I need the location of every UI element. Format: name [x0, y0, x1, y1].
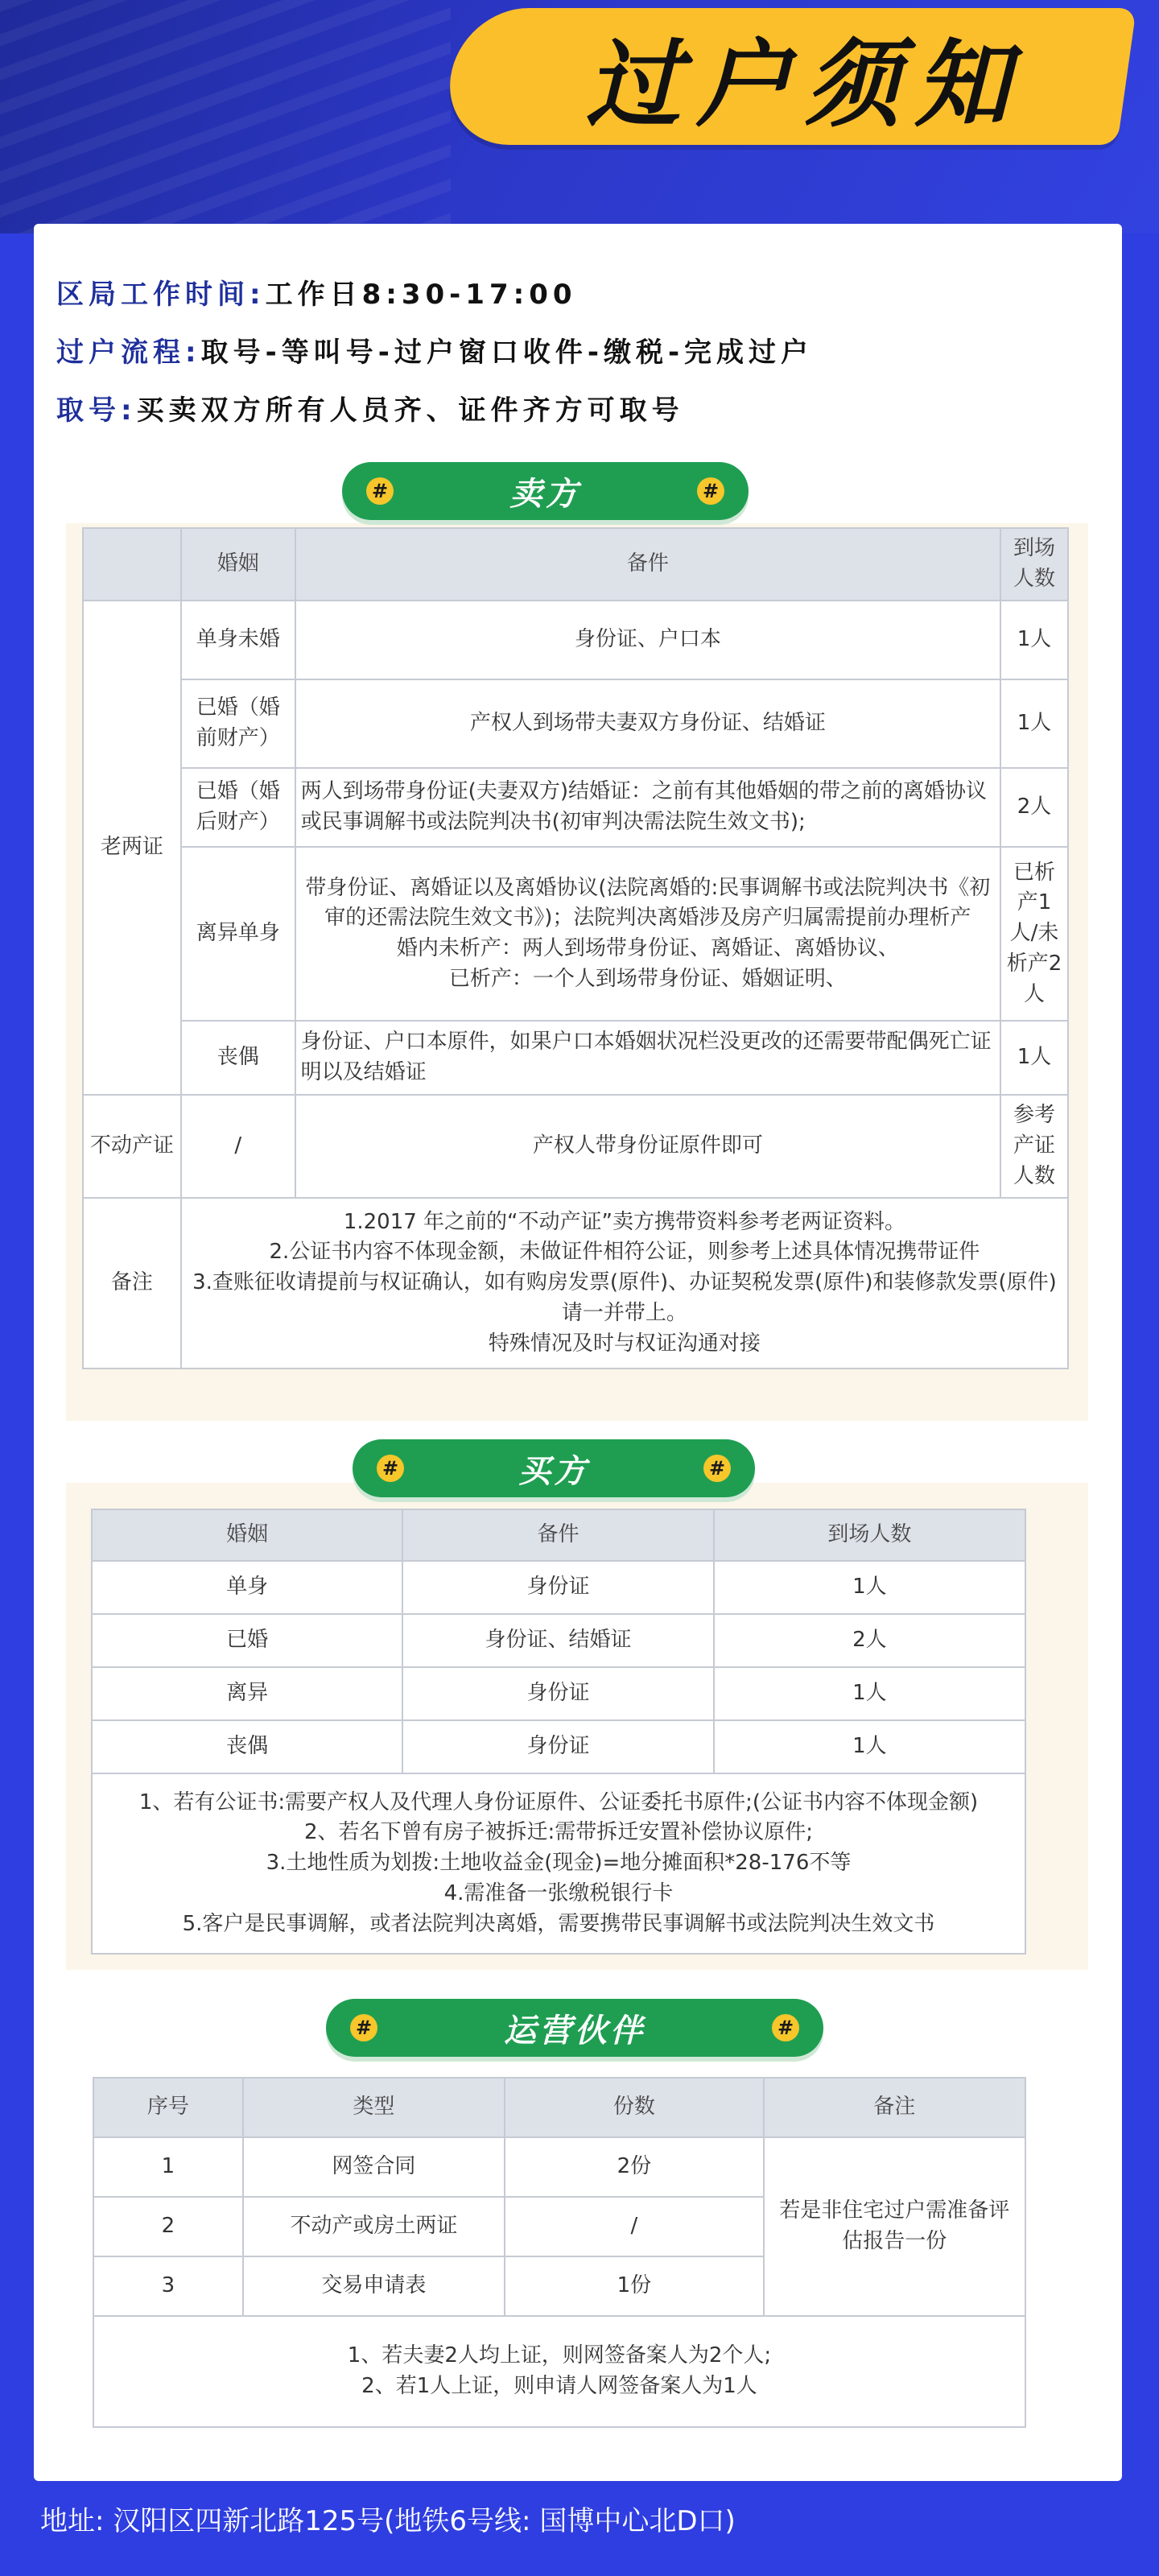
seller-row-marriage: 丧偶	[181, 1021, 295, 1095]
seller-pill-label: 卖方	[509, 475, 581, 513]
ticket-label: 取号:	[56, 394, 137, 427]
seller-row-docs: 产权人到场带夫妻双方身份证、结婚证	[295, 679, 1000, 768]
seller-col-marriage: 婚姻	[181, 528, 295, 601]
seller-row-marriage: 单身未婚	[181, 601, 295, 679]
process-label: 过户流程:	[56, 336, 201, 369]
note-line: 1、若有公证书:需要产权人及代理人身份证原件、公证委托书原件;(公证书内容不体现金额)	[138, 1790, 979, 1814]
seller-row-attend: 2人	[1000, 768, 1068, 847]
buyer-row-marriage: 离异	[92, 1667, 402, 1720]
seller-row-docs: 两人到场带身份证(夫妻双方)结婚证：之前有其他婚姻的带之前的离婚协议或民事调解书或法院判决书(初审判决需法院生效文书);	[295, 768, 1000, 847]
buyer-table	[91, 1509, 1026, 1955]
seller-row-marriage: 已婚（婚后财产）	[181, 768, 295, 847]
seller-row-attend: 已析产1人/未析产2人	[1000, 847, 1068, 1021]
partner-notes	[93, 2316, 1025, 2427]
ticket-value: 买卖双方所有人员齐、证件齐方可取号	[136, 394, 684, 427]
note-line: 3.土地性质为划拨:土地收益金(现金)=地分摊面积*28-176不等	[266, 1851, 852, 1876]
work-hours-line	[56, 272, 577, 312]
remark-line: 3.查账征收请提前与权证确认，如有购房发票(原件)、办证契税发票(原件)和装修款发票(原件)请一并带上。	[192, 1270, 1057, 1325]
buyer-notes	[92, 1773, 1025, 1954]
footer-address: 地址: 汉阳区四新北路125号(地铁6号线: 国博中心北D口)	[40, 2505, 736, 2537]
seller-table	[82, 527, 1069, 1369]
header-photo-texture	[0, 0, 451, 233]
seller-row-marriage: 离异单身	[181, 847, 295, 1021]
partner-row-no: 2	[93, 2197, 243, 2256]
buyer-row-attend: 1人	[714, 1561, 1025, 1614]
buyer-row-marriage: 单身	[92, 1561, 402, 1614]
process-value: 取号-等叫号-过户窗口收件-缴税-完成过户	[200, 336, 814, 369]
partner-pill-label: 运营伙伴	[504, 2012, 645, 2050]
remark-line: 2.公证书内容不体现金额，未做证件相符公证，则参考上述具体情况携带证件	[269, 1240, 980, 1265]
seller-pill	[342, 462, 749, 520]
seller-row-attend: 1人	[1000, 601, 1068, 679]
partner-row-type: 不动产或房土两证	[243, 2197, 505, 2256]
buyer-row-docs: 身份证	[402, 1720, 713, 1773]
partner-row-no: 3	[93, 2256, 243, 2316]
hash-icon: #	[697, 477, 724, 505]
seller-remarks-label: 备注	[83, 1198, 181, 1368]
seller-group-old-certs: 老两证	[83, 601, 181, 1095]
partner-row-type: 交易申请表	[243, 2256, 505, 2316]
partner-row-type: 网签合同	[243, 2137, 505, 2197]
seller-row-docs	[295, 847, 1000, 1021]
note-line: 4.需准备一张缴税银行卡	[443, 1880, 674, 1905]
buyer-row-attend: 1人	[714, 1667, 1025, 1720]
seller-row-docs: 身份证、户口本原件，如果户口本婚姻状况栏没更改的还需要带配偶死亡证明以及结婚证	[295, 1021, 1000, 1095]
note-line: 1、若夫妻2人均上证，则网签备案人为2个人;	[347, 2343, 772, 2368]
seller-remarks	[181, 1198, 1068, 1368]
hash-icon: #	[366, 477, 394, 505]
divorce-docs-line: 已析产：一个人到场带身份证、婚姻证明、	[448, 966, 847, 991]
note-line: 5.客户是民事调解，或者法院判决离婚，需要携带民事调解书或法院判决生效文书	[182, 1911, 935, 1936]
buyer-row-docs: 身份证、结婚证	[402, 1614, 713, 1667]
ticket-line	[56, 388, 684, 427]
seller-col-docs: 备件	[295, 528, 1000, 601]
partner-row-no: 1	[93, 2137, 243, 2197]
partner-row-count: 1份	[505, 2256, 763, 2316]
seller-row-attend: 1人	[1000, 679, 1068, 768]
seller-property-label: 不动产证	[83, 1095, 181, 1198]
work-hours-value: 工作日8:30-17:00	[265, 279, 577, 311]
hash-icon: #	[772, 2014, 799, 2041]
seller-corner-cell	[83, 528, 181, 601]
buyer-pill	[353, 1439, 755, 1497]
buyer-row-marriage: 已婚	[92, 1614, 402, 1667]
partner-remark: 若是非住宅过户需准备评估报告一份	[764, 2137, 1025, 2316]
partner-table	[93, 2077, 1026, 2428]
hash-icon: #	[377, 1455, 404, 1482]
buyer-row-docs: 身份证	[402, 1561, 713, 1614]
buyer-row-marriage: 丧偶	[92, 1720, 402, 1773]
remark-line: 特殊情况及时与权证沟通对接	[488, 1331, 761, 1356]
buyer-row-attend: 1人	[714, 1720, 1025, 1773]
note-line: 2、若名下曾有房子被拆迁:需带拆迁安置补偿协议原件;	[303, 1820, 814, 1845]
partner-row-count: /	[505, 2197, 763, 2256]
buyer-col-marriage: 婚姻	[92, 1509, 402, 1561]
partner-col-count: 份数	[505, 2078, 763, 2137]
hash-icon: #	[350, 2014, 377, 2041]
work-hours-label: 区局工作时间:	[56, 279, 266, 311]
process-line	[56, 330, 813, 369]
divorce-docs-line: 带身份证、离婚证以及离婚协议(法院离婚的:民事调解书或法院判决书《初审的还需法院生效文书》)；法院判决离婚涉及房产归属需提前办理析产	[305, 875, 991, 931]
seller-row-marriage: 已婚（婚前财产）	[181, 679, 295, 768]
seller-col-attend: 到场人数	[1000, 528, 1068, 601]
page-title: 过户须知	[585, 29, 1024, 140]
buyer-col-docs: 备件	[402, 1509, 713, 1561]
seller-property-attend: 参考产证人数	[1000, 1095, 1068, 1198]
seller-property-docs: 产权人带身份证原件即可	[295, 1095, 1000, 1198]
note-line: 2、若1人上证，则申请人网签备案人为1人	[361, 2374, 757, 2398]
buyer-col-attend: 到场人数	[714, 1509, 1025, 1561]
buyer-pill-label: 买方	[518, 1452, 589, 1490]
buyer-row-attend: 2人	[714, 1614, 1025, 1667]
partner-row-count: 2份	[505, 2137, 763, 2197]
partner-col-remark: 备注	[764, 2078, 1025, 2137]
seller-property-marriage: /	[181, 1095, 295, 1198]
divorce-docs-line: 婚内未析产：两人到场带身份证、离婚证、离婚协议、	[396, 936, 899, 960]
partner-pill	[326, 1999, 823, 2057]
remark-line: 1.2017 年之前的“不动产证”卖方携带资料参考老两证资料。	[343, 1209, 905, 1234]
hash-icon: #	[703, 1455, 731, 1482]
seller-row-docs: 身份证、户口本	[295, 601, 1000, 679]
partner-col-type: 类型	[243, 2078, 505, 2137]
buyer-row-docs: 身份证	[402, 1667, 713, 1720]
partner-col-no: 序号	[93, 2078, 243, 2137]
seller-row-attend: 1人	[1000, 1021, 1068, 1095]
